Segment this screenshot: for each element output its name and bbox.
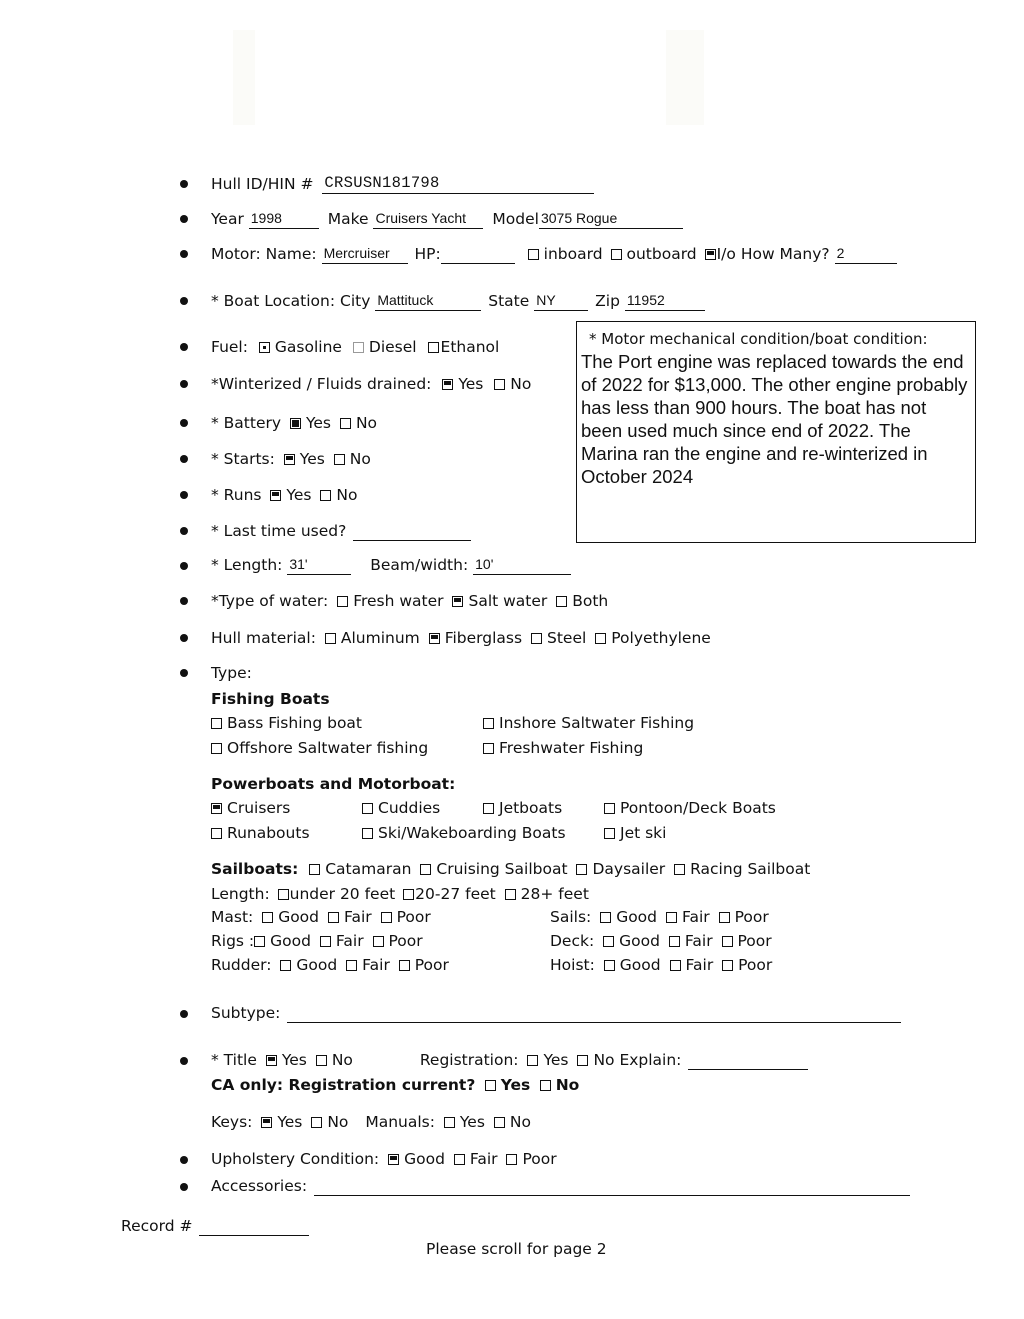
powerboats-heading: Powerboats and Motorboat: [211, 775, 456, 793]
pontoon-option: Pontoon/Deck Boats [604, 798, 776, 818]
diesel-checkbox[interactable] [353, 342, 364, 353]
length-field[interactable]: 31' [287, 557, 351, 575]
bullet [180, 597, 188, 605]
rudder-fair-checkbox[interactable] [346, 960, 357, 971]
winterized-row: *Winterized / Fluids drained: Yes No [211, 375, 532, 393]
cruisers-checkbox[interactable] [211, 803, 222, 814]
cruisers-option: Cruisers [211, 798, 290, 818]
make-field[interactable]: Cruisers Yacht [373, 211, 483, 229]
bullet [180, 250, 188, 258]
last-used-field[interactable] [353, 523, 471, 541]
registration-explain-field[interactable] [688, 1052, 808, 1070]
runs-no-checkbox[interactable] [320, 490, 331, 501]
offshore-option: Offshore Saltwater fishing [211, 738, 428, 758]
ski-option: Ski/Wakeboarding Boats [362, 823, 566, 843]
rigs-fair-checkbox[interactable] [320, 936, 331, 947]
racing-sailboat-checkbox[interactable] [674, 864, 685, 875]
subtype-field[interactable] [287, 1005, 901, 1023]
hull-material-row: Hull material: Aluminum Fiberglass Steel Polyethylene [211, 629, 711, 647]
mechanical-condition-box[interactable] [576, 321, 976, 543]
title-row: * Title Yes No Registration: Yes No Explain: [211, 1050, 808, 1070]
jetski-option: Jet ski [604, 823, 666, 843]
registration-yes-checkbox[interactable] [527, 1055, 538, 1066]
mast-good-checkbox[interactable] [262, 912, 273, 923]
manuals-yes-checkbox[interactable] [444, 1117, 455, 1128]
inshore-checkbox[interactable] [483, 718, 494, 729]
upholstery-row: Upholstery Condition: Good Fair Poor [211, 1150, 557, 1168]
pontoon-checkbox[interactable] [604, 803, 615, 814]
accessories-row: Accessories: [211, 1176, 910, 1196]
jetboats-checkbox[interactable] [483, 803, 494, 814]
fuel-row: Fuel: Gasoline Diesel Ethanol [211, 338, 500, 356]
bullet [180, 491, 188, 499]
daysailer-checkbox[interactable] [576, 864, 587, 875]
ski-checkbox[interactable] [362, 828, 373, 839]
scan-artifact-right [666, 30, 704, 125]
ethanol-checkbox[interactable] [428, 342, 439, 353]
record-row: Record # [121, 1216, 309, 1236]
freshwater-checkbox[interactable] [483, 743, 494, 754]
runs-yes-checkbox[interactable] [270, 490, 281, 501]
motor-row: Motor: Name: Mercruiser HP: inboard outboard I/o How Many? 2 [211, 244, 897, 264]
fresh-water-checkbox[interactable] [337, 596, 348, 607]
freshwater-option: Freshwater Fishing [483, 738, 643, 758]
bullet [180, 527, 188, 535]
hoist-good-checkbox[interactable] [604, 960, 615, 971]
hull-id-row: Hull ID/HIN # CRSUSN181798 [211, 174, 594, 194]
deck-good-checkbox[interactable] [603, 936, 614, 947]
subtype-row: Subtype: [211, 1003, 901, 1023]
steel-checkbox[interactable] [531, 633, 542, 644]
bullet [180, 562, 188, 570]
year-make-model-row: Year 1998 Make Cruisers Yacht Model 3075 Rogue [211, 209, 683, 229]
keys-row: Keys: Yes No Manuals: Yes No [211, 1113, 531, 1131]
deck-row: Deck: Good Fair Poor [550, 932, 772, 950]
io-checkbox[interactable] [705, 249, 716, 260]
deck-fair-checkbox[interactable] [669, 936, 680, 947]
runabouts-option: Runabouts [211, 823, 310, 843]
bullet [180, 1010, 188, 1018]
sailboats-row: Sailboats: Catamaran Cruising Sailboat Daysailer Racing Sailboat [211, 860, 811, 878]
gasoline-checkbox[interactable] [259, 342, 270, 353]
runs-row: * Runs Yes No [211, 486, 358, 504]
rigs-row: Rigs : Good Fair Poor [211, 932, 423, 950]
bullet [180, 1057, 188, 1065]
sails-row: Sails: Good Fair Poor [550, 908, 769, 926]
record-field[interactable] [199, 1218, 309, 1236]
rudder-poor-checkbox[interactable] [399, 960, 410, 971]
hoist-row: Hoist: Good Fair Poor [550, 956, 773, 974]
cruising-sailboat-checkbox[interactable] [420, 864, 431, 875]
mechanical-condition-header: * Motor mechanical condition/boat condition: [589, 330, 928, 348]
bullet [180, 180, 188, 188]
sail-length-row: Length: under 20 feet 20-27 feet 28+ feet [211, 885, 589, 903]
bullet [180, 669, 188, 677]
winterized-no-checkbox[interactable] [494, 379, 505, 390]
winterized-yes-checkbox[interactable] [442, 379, 453, 390]
accessories-field[interactable] [314, 1178, 910, 1196]
ca-no-checkbox[interactable] [540, 1080, 551, 1091]
cuddies-checkbox[interactable] [362, 803, 373, 814]
under-20-checkbox[interactable] [278, 889, 289, 900]
cuddies-option: Cuddies [362, 798, 440, 818]
bullet [180, 419, 188, 427]
type-label: Type: [211, 664, 252, 682]
starts-yes-checkbox[interactable] [284, 454, 295, 465]
zip-field[interactable]: 11952 [625, 293, 705, 311]
title-no-checkbox[interactable] [316, 1055, 327, 1066]
28-plus-checkbox[interactable] [505, 889, 516, 900]
starts-row: * Starts: Yes No [211, 450, 371, 468]
ca-yes-checkbox[interactable] [485, 1080, 496, 1091]
battery-no-checkbox[interactable] [340, 418, 351, 429]
year-field[interactable]: 1998 [249, 211, 319, 229]
upholstery-good-checkbox[interactable] [388, 1154, 399, 1165]
state-field[interactable]: NY [534, 293, 588, 311]
city-field[interactable]: Mattituck [375, 293, 481, 311]
rigs-good-checkbox[interactable] [254, 936, 265, 947]
hoist-poor-checkbox[interactable] [722, 960, 733, 971]
mechanical-condition-text: The Port engine was replaced towards the end of 2022 for $13,000. The other engine probably has less than 900 hours. The boat has not been used much since end of 2022. The Marina ran the engine and re-winterized in October 2024 [581, 351, 968, 487]
mast-poor-checkbox[interactable] [381, 912, 392, 923]
scan-artifact-left [233, 30, 255, 125]
title-yes-checkbox[interactable] [266, 1055, 277, 1066]
last-used-row: * Last time used? [211, 521, 471, 541]
bullet [180, 380, 188, 388]
sails-fair-checkbox[interactable] [666, 912, 677, 923]
bullet [180, 215, 188, 223]
location-row: * Boat Location: City Mattituck State NY Zip 11952 [211, 291, 705, 311]
salt-water-checkbox[interactable] [452, 596, 463, 607]
fiberglass-checkbox[interactable] [429, 633, 440, 644]
ca-registration-row: CA only: Registration current? Yes No [211, 1076, 580, 1094]
hoist-fair-checkbox[interactable] [670, 960, 681, 971]
how-many-field[interactable]: 2 [835, 246, 897, 264]
starts-no-checkbox[interactable] [334, 454, 345, 465]
rudder-row: Rudder: Good Fair Poor [211, 956, 449, 974]
catamaran-checkbox[interactable] [309, 864, 320, 875]
hull-id-field[interactable]: CRSUSN181798 [322, 176, 594, 194]
mast-row: Mast: Good Fair Poor [211, 908, 431, 926]
offshore-checkbox[interactable] [211, 743, 222, 754]
bass-option: Bass Fishing boat [211, 713, 362, 733]
rigs-poor-checkbox[interactable] [373, 936, 384, 947]
20-27-checkbox[interactable] [403, 889, 414, 900]
deck-poor-checkbox[interactable] [722, 936, 733, 947]
polyethylene-checkbox[interactable] [595, 633, 606, 644]
page-footer: Please scroll for page 2 [426, 1240, 607, 1258]
fishing-heading: Fishing Boats [211, 690, 330, 708]
rudder-good-checkbox[interactable] [280, 960, 291, 971]
bullet [180, 1183, 188, 1191]
battery-row: * Battery Yes No [211, 414, 378, 432]
keys-yes-checkbox[interactable] [261, 1117, 272, 1128]
bullet [180, 634, 188, 642]
beam-field[interactable]: 10' [473, 557, 571, 575]
registration-no-checkbox[interactable] [577, 1055, 588, 1066]
water-type-row: *Type of water: Fresh water Salt water Both [211, 592, 609, 610]
battery-yes-checkbox[interactable] [290, 418, 301, 429]
keys-no-checkbox[interactable] [311, 1117, 322, 1128]
mast-fair-checkbox[interactable] [328, 912, 339, 923]
aluminum-checkbox[interactable] [325, 633, 336, 644]
upholstery-fair-checkbox[interactable] [454, 1154, 465, 1165]
sails-good-checkbox[interactable] [600, 912, 611, 923]
bass-checkbox[interactable] [211, 718, 222, 729]
hp-field[interactable] [441, 246, 515, 264]
bullet [180, 297, 188, 305]
sails-poor-checkbox[interactable] [719, 912, 730, 923]
model-field[interactable]: 3075 Rogue [539, 211, 683, 229]
inshore-option: Inshore Saltwater Fishing [483, 713, 694, 733]
manuals-no-checkbox[interactable] [494, 1117, 505, 1128]
jetski-checkbox[interactable] [604, 828, 615, 839]
runabouts-checkbox[interactable] [211, 828, 222, 839]
motor-name-field[interactable]: Mercruiser [322, 246, 408, 264]
bullet [180, 1156, 188, 1164]
upholstery-poor-checkbox[interactable] [506, 1154, 517, 1165]
length-row: * Length: 31' Beam/width: 10' [211, 555, 571, 575]
bullet [180, 343, 188, 351]
inboard-checkbox[interactable] [528, 249, 539, 260]
jetboats-option: Jetboats [483, 798, 562, 818]
both-water-checkbox[interactable] [556, 596, 567, 607]
bullet [180, 455, 188, 463]
outboard-checkbox[interactable] [611, 249, 622, 260]
